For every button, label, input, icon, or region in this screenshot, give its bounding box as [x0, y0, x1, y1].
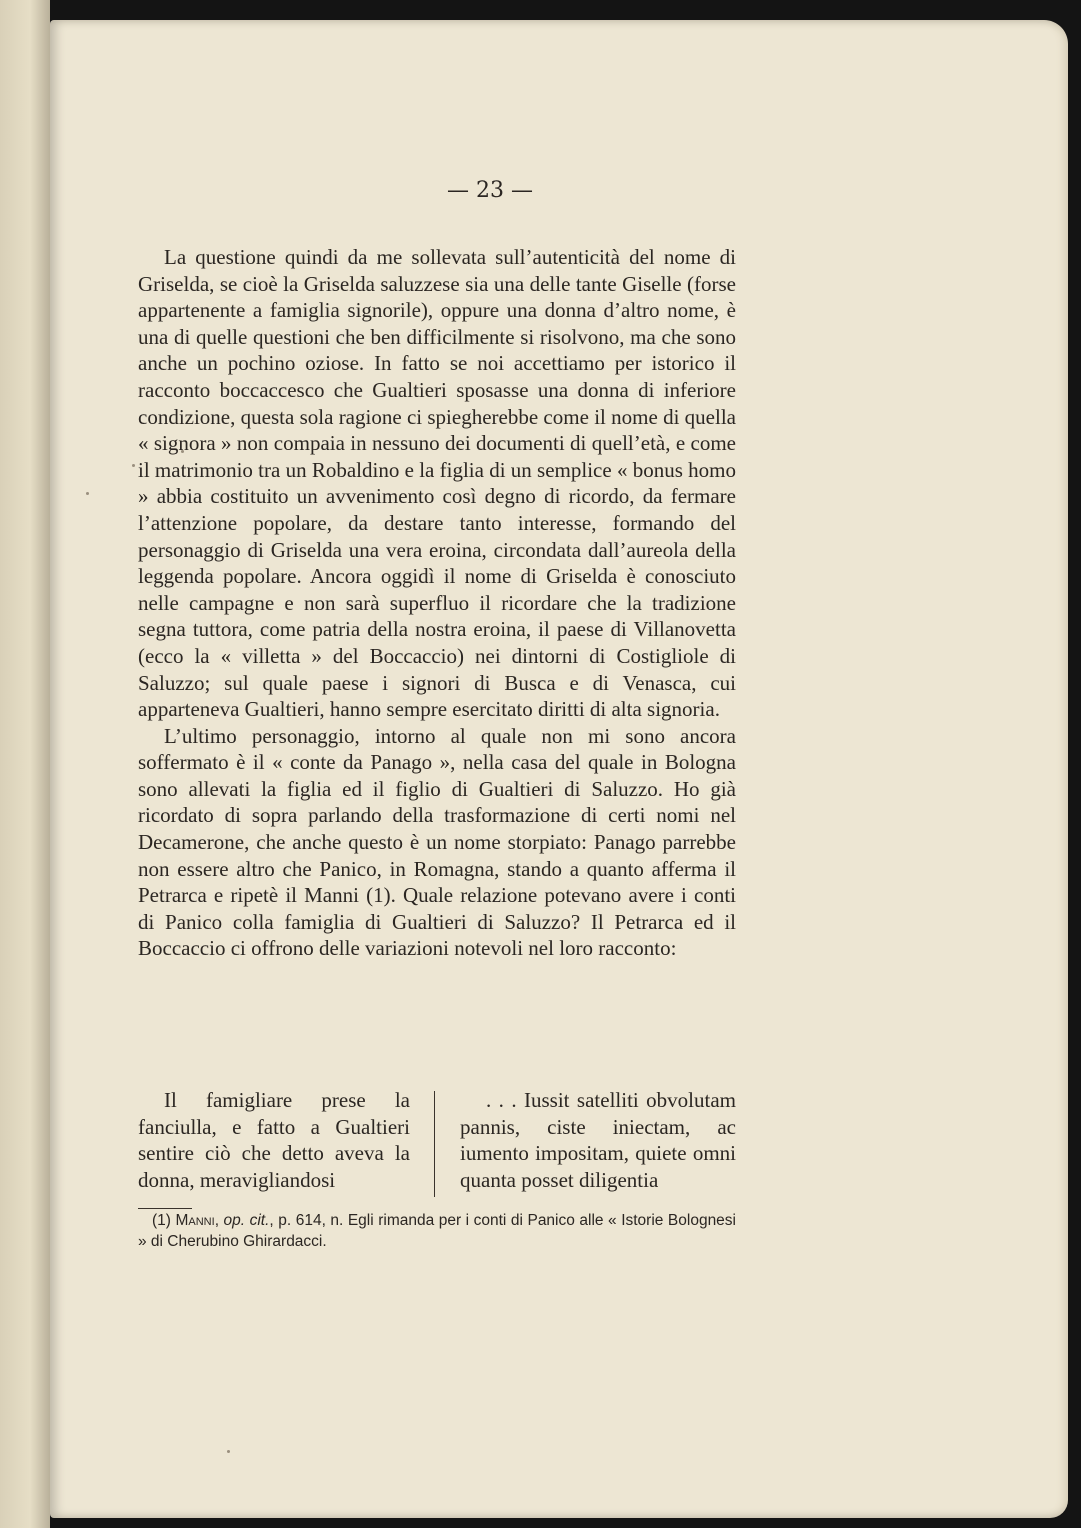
paper-fleck [132, 464, 135, 467]
boccaccio-column: Il famigliare prese la fanciulla, e fatto a Gualtieri sentire ciò che detto aveva la donna, meravigliandosi [138, 1088, 410, 1192]
parallel-columns [138, 1087, 736, 1199]
paragraph: L’ultimo personaggio, intorno al quale non mi sono ancora soffermato è il « conte da Panago », nella casa del quale in Bologna sono allevati la figlia ed il figlio di Gualtieri di Saluzzo. Ho già ricordato di sopra parlando della trasformazione di certi nomi nel Decamerone, che anche questo è un nome storpiato: Panago parrebbe non essere altro che Panico, in Romagna, stando a quanto afferma il Petrarca e ripetè il Manni (1). Quale relazione potevano avere i conti di Panico colla famiglia di Gualtieri di Saluzzo? Il Petrarca ed il Boccaccio ci offrono delle variazioni notevoli nel loro racconto: [138, 723, 736, 961]
footnote: (1) Manni, op. cit., p. 614, n. Egli rimanda per i conti di Panico alle « Istorie Bolognesi » di Cherubino Ghirardacci. [138, 1212, 736, 1250]
paragraph: La questione quindi da me sollevata sull’autenticità del nome di Griselda, se cioè la Griselda saluzzese sia una delle tante Giselle (forse appartenente a famiglia signorile), oppure una donna d’altro nome, è una di quelle questioni che ben difficilmente si risolvono, ma che sono anche un pochino oziose. In fatto se noi accettiamo per istorico il racconto boccaccesco che Gualtieri sposasse una donna di inferiore condizione, questa sola ragione ci spiegherebbe come il nome di quella « signora » non compaia in nessuno dei documenti di quell’età, e come il matrimonio tra un Robaldino e la figlia di un semplice « bonus homo » abbia costituito un avvenimento così degno di ricordo, da fermare l’attenzione popolare, da destare tanto interesse, formando del personaggio di Griselda una vera eroina, circondata dall’aureola della leggenda popolare. Ancora oggidì il nome di Griselda è conosciuto nelle campagne e non sarà superfluo il ricordare che la tradizione segna tuttora, come patria della nostra eroina, il paese di Villanovetta (ecco la « villetta » del Boccaccio) nei dintorni di Costigliole di Saluzzo; sul quale paese i signori di Busca e di Venasca, cui apparteneva Gualtieri, hanno sempre esercitato diritti di alta signoria. [138, 245, 736, 722]
page-number: — 23 — [447, 178, 533, 203]
footnote-author: Manni [175, 1212, 215, 1229]
footnote-work: op. cit. [223, 1212, 270, 1229]
paper-fleck [227, 1450, 230, 1453]
previous-page-edge [0, 0, 50, 1528]
column-divider [434, 1091, 435, 1197]
paper-fleck [86, 492, 89, 495]
footnote-marker: (1) [152, 1212, 171, 1229]
footnote-divider [138, 1208, 192, 1209]
petrarca-column: . . . Iussit satelliti obvolutam pannis, ciste iniectam, ac iumento impositam, quiete omni quanta posset diligentia [460, 1088, 736, 1192]
footnote-text: , p. 614, n. Egli rimanda per i conti di Panico alle « Istorie Bolognesi » di Cherubino Ghirardacci. [138, 1212, 736, 1250]
main-text [138, 244, 736, 962]
